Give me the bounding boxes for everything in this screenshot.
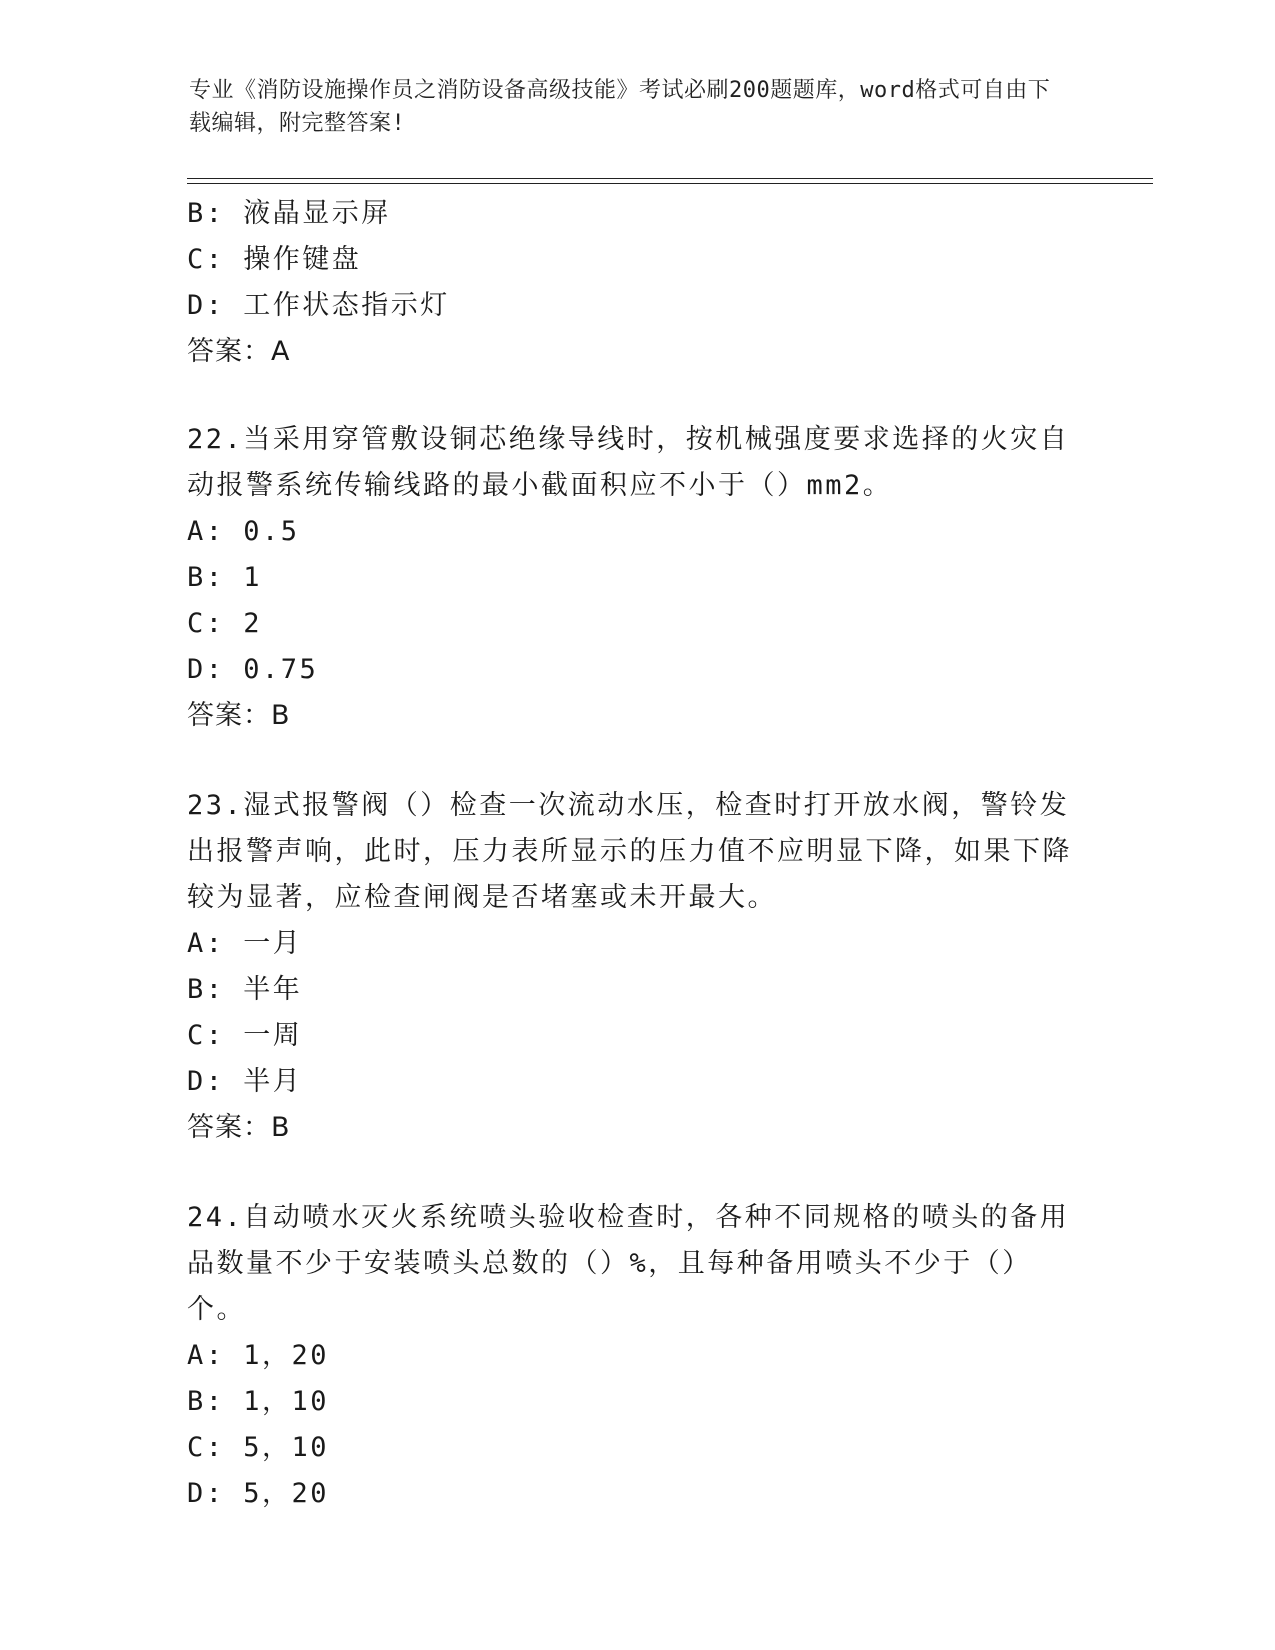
question-block-carryover: [187, 191, 1087, 375]
option-a: A: 一月: [187, 928, 303, 959]
option-d: D: 半月: [187, 1066, 303, 1097]
question-text: 22.当采用穿管敷设铜芯绝缘导线时，按机械强度要求选择的火灾自动报警系统传输线路的最小截面积应不小于（）mm2。: [187, 424, 1070, 501]
option-a: A: 1，20: [187, 1340, 330, 1371]
header-divider-top: [187, 178, 1153, 179]
question-block-24: [187, 1195, 1087, 1517]
option-d: D: 5，20: [187, 1478, 330, 1509]
option-d: D: 0.75: [187, 654, 319, 685]
option-b: B: 液晶显示屏: [187, 198, 391, 229]
answer-line: 答案：A: [187, 336, 291, 367]
question-block-23: [187, 783, 1087, 1151]
option-c: C: 操作键盘: [187, 244, 362, 275]
header-divider-bottom: [187, 183, 1153, 184]
option-b: B: 1，10: [187, 1386, 330, 1417]
option-b: B: 半年: [187, 974, 303, 1005]
document-header: 专业《消防设施操作员之消防设备高级技能》考试必刷200题题库，word格式可自由下载编辑，附完整答案!: [189, 78, 1051, 136]
question-text: 24.自动喷水灭火系统喷头验收检查时，各种不同规格的喷头的备用品数量不少于安装喷头总数的（）%，且每种备用喷头不少于（）个。: [187, 1202, 1070, 1325]
option-a: A: 0.5: [187, 516, 300, 547]
option-c: C: 5，10: [187, 1432, 330, 1463]
question-block-22: [187, 417, 1087, 739]
option-d: D: 工作状态指示灯: [187, 290, 450, 321]
option-c: C: 2: [187, 608, 263, 639]
question-text: 23.湿式报警阀（）检查一次流动水压，检查时打开放水阀，警铃发出报警声响，此时，压力表所显示的压力值不应明显下降，如果下降较为显著，应检查闸阀是否堵塞或未开最大。: [187, 790, 1072, 913]
question-list: [187, 191, 1087, 1517]
option-c: C: 一周: [187, 1020, 303, 1051]
option-b: B: 1: [187, 562, 263, 593]
answer-line: 答案：B: [187, 1112, 291, 1143]
answer-line: 答案：B: [187, 700, 291, 731]
